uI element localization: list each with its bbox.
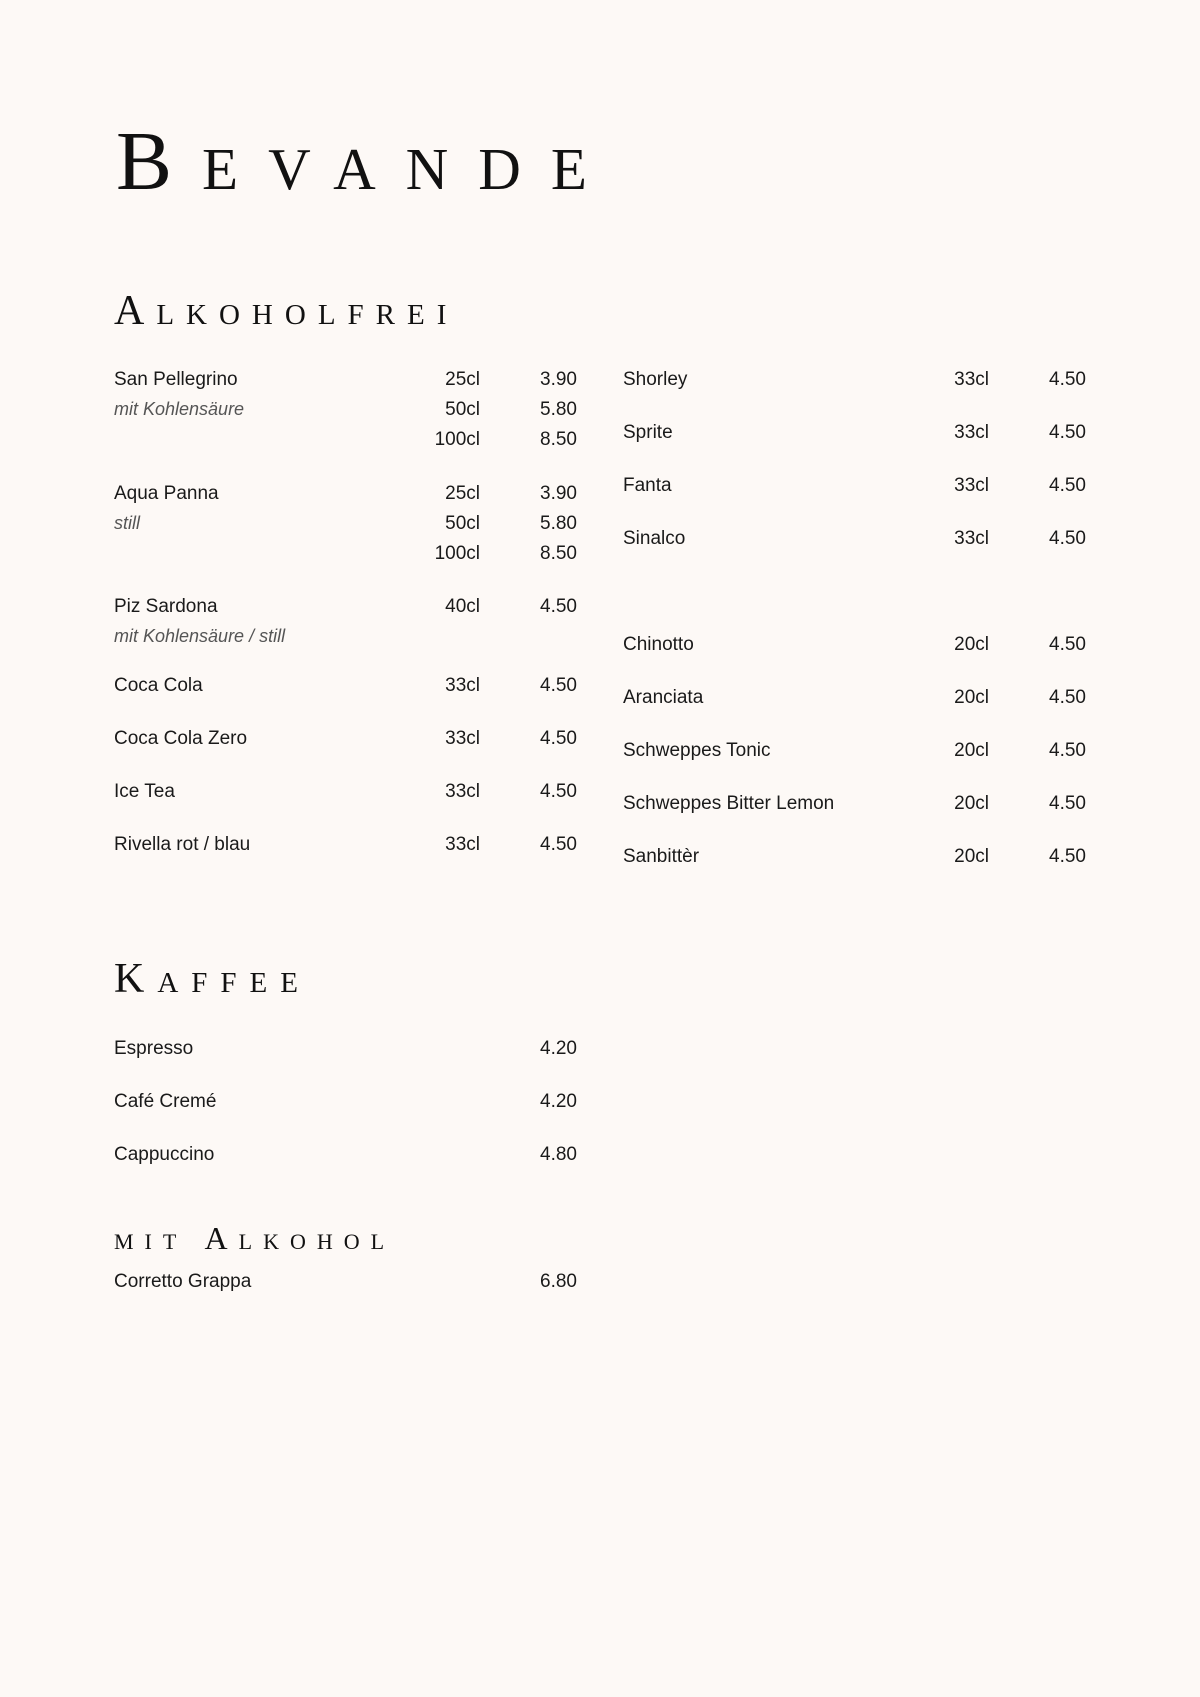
- menu-item-description: still: [114, 513, 140, 533]
- menu-item-price: 5.80: [540, 513, 577, 534]
- menu-item-volume: 20cl: [954, 793, 989, 814]
- menu-item-price: 4.50: [1049, 475, 1086, 496]
- menu-item-name: San Pellegrino: [114, 369, 238, 390]
- menu-item-volume: 33cl: [445, 675, 480, 696]
- menu-item-price: 4.20: [540, 1091, 577, 1112]
- section-title-mit-alkohol: mit Alkohol: [114, 1220, 396, 1256]
- section-title-kaffee: Kaffee: [114, 956, 311, 1002]
- menu-item-name: Fanta: [623, 475, 672, 496]
- menu-item-name: Sanbittèr: [623, 846, 700, 867]
- menu-item-price: 3.90: [540, 369, 577, 390]
- menu-item-price: 4.50: [1049, 634, 1086, 655]
- menu-item-volume: 33cl: [954, 369, 989, 390]
- menu-item-price: 6.80: [540, 1271, 577, 1292]
- menu-item-volume: 33cl: [445, 781, 480, 802]
- menu-item-volume: 33cl: [954, 475, 989, 496]
- menu-item-volume: 33cl: [954, 528, 989, 549]
- menu-item-price: 4.50: [1049, 793, 1086, 814]
- menu-item-volume: 50cl: [445, 399, 480, 420]
- menu-item-name: Sinalco: [623, 528, 686, 549]
- menu-item-price: 4.50: [1049, 369, 1086, 390]
- menu-item-description: mit Kohlensäure / still: [114, 626, 286, 646]
- menu-item-price: 4.50: [1049, 846, 1086, 867]
- menu-item-name: Aqua Panna: [114, 483, 219, 504]
- menu-item-name: Schweppes Bitter Lemon: [623, 793, 835, 814]
- menu-item-name: Espresso: [114, 1038, 194, 1059]
- menu-item-name: Aranciata: [623, 687, 704, 708]
- menu-item-price: 4.50: [540, 781, 577, 802]
- menu-item-volume: 33cl: [445, 834, 480, 855]
- menu-item-name: Café Cremé: [114, 1091, 217, 1112]
- menu-item-price: 8.50: [540, 543, 577, 564]
- menu-item-name: Sprite: [623, 422, 673, 443]
- menu-item-volume: 100cl: [434, 429, 480, 450]
- menu-item-volume: 20cl: [954, 846, 989, 867]
- menu-item-name: Chinotto: [623, 634, 694, 655]
- menu-item-volume: 100cl: [434, 543, 480, 564]
- menu-item-price: 4.50: [1049, 740, 1086, 761]
- menu-item-price: 4.50: [1049, 422, 1086, 443]
- menu-item-name: Shorley: [623, 369, 688, 390]
- section-title-alkoholfrei: Alkoholfrei: [114, 288, 459, 334]
- menu-item-price: 5.80: [540, 399, 577, 420]
- menu-item-volume: 25cl: [445, 483, 480, 504]
- menu-item-volume: 20cl: [954, 634, 989, 655]
- menu-item-price: 4.50: [540, 834, 577, 855]
- menu-item-volume: 33cl: [445, 728, 480, 749]
- menu-item-description: mit Kohlensäure: [114, 399, 245, 419]
- menu-item-volume: 40cl: [445, 596, 480, 617]
- menu-item-name: Rivella rot / blau: [114, 834, 251, 855]
- menu-item-name: Piz Sardona: [114, 596, 218, 617]
- menu-item-price: 8.50: [540, 429, 577, 450]
- menu-item-price: 4.50: [540, 675, 577, 696]
- menu-item-price: 4.50: [540, 596, 577, 617]
- page-title: Bevande: [116, 115, 617, 208]
- menu-item-price: 4.50: [1049, 687, 1086, 708]
- menu-item-name: Corretto Grappa: [114, 1271, 252, 1292]
- menu-item-volume: 33cl: [954, 422, 989, 443]
- menu-item-name: Coca Cola: [114, 675, 203, 696]
- menu-item-price: 4.20: [540, 1038, 577, 1059]
- menu-item-name: Schweppes Tonic: [623, 740, 771, 761]
- menu-item-name: Ice Tea: [114, 781, 175, 802]
- menu-item-volume: 20cl: [954, 740, 989, 761]
- menu-item-volume: 25cl: [445, 369, 480, 390]
- menu-item-name: Cappuccino: [114, 1144, 215, 1165]
- menu-item-price: 4.50: [1049, 528, 1086, 549]
- menu-item-volume: 50cl: [445, 513, 480, 534]
- menu-item-price: 4.50: [540, 728, 577, 749]
- menu-item-price: 3.90: [540, 483, 577, 504]
- menu-item-volume: 20cl: [954, 687, 989, 708]
- menu-item-price: 4.80: [540, 1144, 577, 1165]
- menu-item-name: Coca Cola Zero: [114, 728, 248, 749]
